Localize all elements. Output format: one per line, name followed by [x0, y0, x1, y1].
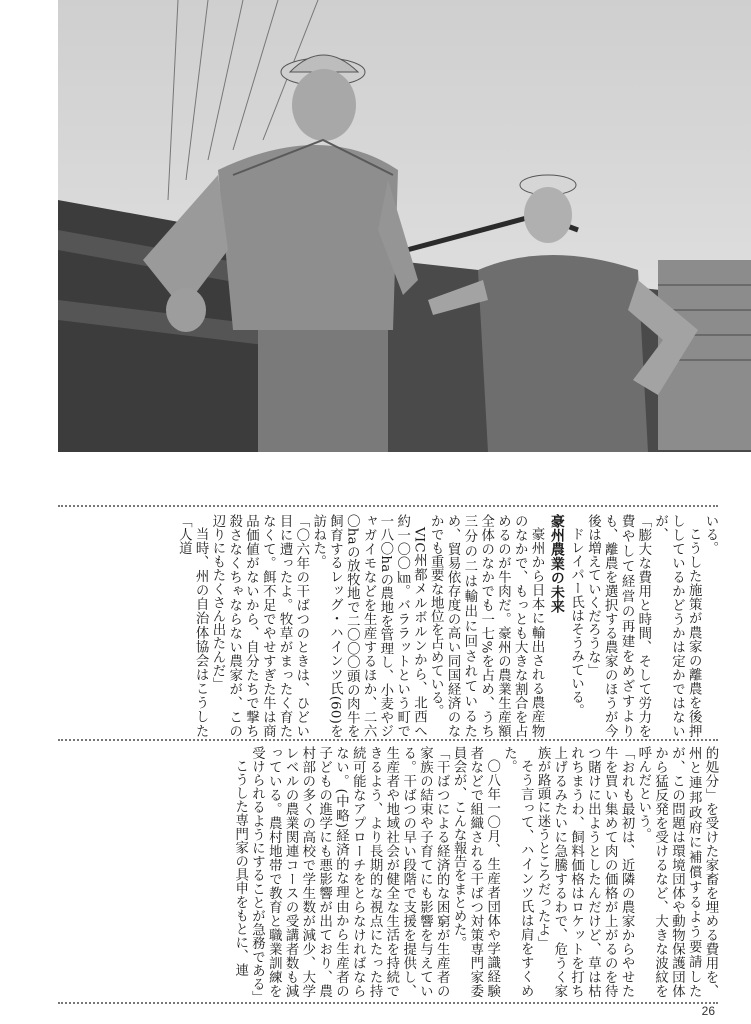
page-number: 26	[701, 1004, 715, 1018]
paragraph: こうした専門家の具申をもとに、連	[232, 759, 248, 977]
article-band-lower	[48, 746, 718, 1005]
divider-top	[58, 505, 718, 507]
paragraph: いる。	[703, 514, 718, 555]
quote-paragraph: 「おれも最初は、近隣の農家からやせた牛を買い集めて肉の価格が上がるのを待つ賭けに出ようとしたんだけど、草は枯れちまうわ、飼料価格はロケットを打ち上げるみたいに急騰するわで、危うく家族が路頭に迷うところだったよ」	[535, 746, 635, 998]
divider-bottom	[58, 1002, 718, 1004]
section-heading: 豪州農業の未来	[548, 514, 565, 614]
farmers-photo-illustration	[58, 0, 751, 452]
paragraph: そう言って、ハインツ氏は肩をすくめた。	[501, 746, 534, 998]
quote-paragraph: 「干ばつによる経済的な困窮が生産者の家族の結束や子育てにも影響を与えている。干ばつの早い段階で支援を提供し、生産者や地域社会が健全な生活を持続できるよう、より長期的な視点にたった持続可能なアプローチをとらなければならない。(中略)経済的な理由から生産者の子どもの進学にも悪影響が出ており、農村部の多くの高校で学生数が減少、大学レベルの農業関連コースの受講者数も減っている。農村地帯で教育と職業訓練を受けられるようにすることが急務である」	[249, 746, 450, 1005]
quote-paragraph: 「膨大な費用と時間、そして労力を費やして経営の再建をめざすよりも、離農を選択する農家のほうが今後は増えていくだろうな」	[585, 514, 651, 738]
farmers-photo	[58, 0, 751, 452]
article-band-upper	[48, 514, 718, 738]
divider-middle	[58, 739, 718, 741]
paragraph: 〇八年一〇月、生産者団体や学識経験者などで組織される干ばつ対策専門家委員会が、こんな報告をまとめた。	[451, 746, 500, 998]
paragraph: VIC州都メルボルンから、北西へ約一〇〇㎞。バララットという町で一八〇haの農地を管理し、小麦やジャガイモなどを生産するほか、二六〇haの放牧地で二〇〇〇頭の肉牛を飼育するレッグ・ハインツ氏(60)を訪ねた。	[310, 514, 427, 738]
paragraph: 的処分」を受けた家畜を埋める費用を、州と連邦政府に補償するよう要請したが、この問題は環境団体や動物保護団体から猛反発を受けるなど、大きな波紋を呼んだという。	[635, 746, 718, 998]
paragraph: 豪州から日本に輸出される農産物のなかで、もっとも大きな割合を占めるのが牛肉だ。豪州の農業生産額全体のなかでも一七%を占め、うち三分の二は輸出に回されているため、貿易依存度の高い同国経済のなかでも重要な地位を占めている。	[428, 514, 545, 738]
quote-paragraph: 「〇六年の干ばつのときは、ひどい目に遭ったよ。牧草がまったく育たなくて。餌不足でやせすぎた牛は商品価値がないから、自分たちで撃ち殺さなくちゃならない農家が、この辺りにもたくさん出たんだ」	[209, 514, 309, 738]
paragraph: ドレイパー氏はそうみている。	[568, 527, 584, 718]
paragraph: こうした施策が農家の離農を後押ししているかどうかは定かではないが、	[652, 514, 702, 738]
paragraph: 当時、州の自治体協会はこうした「人道	[176, 514, 209, 738]
